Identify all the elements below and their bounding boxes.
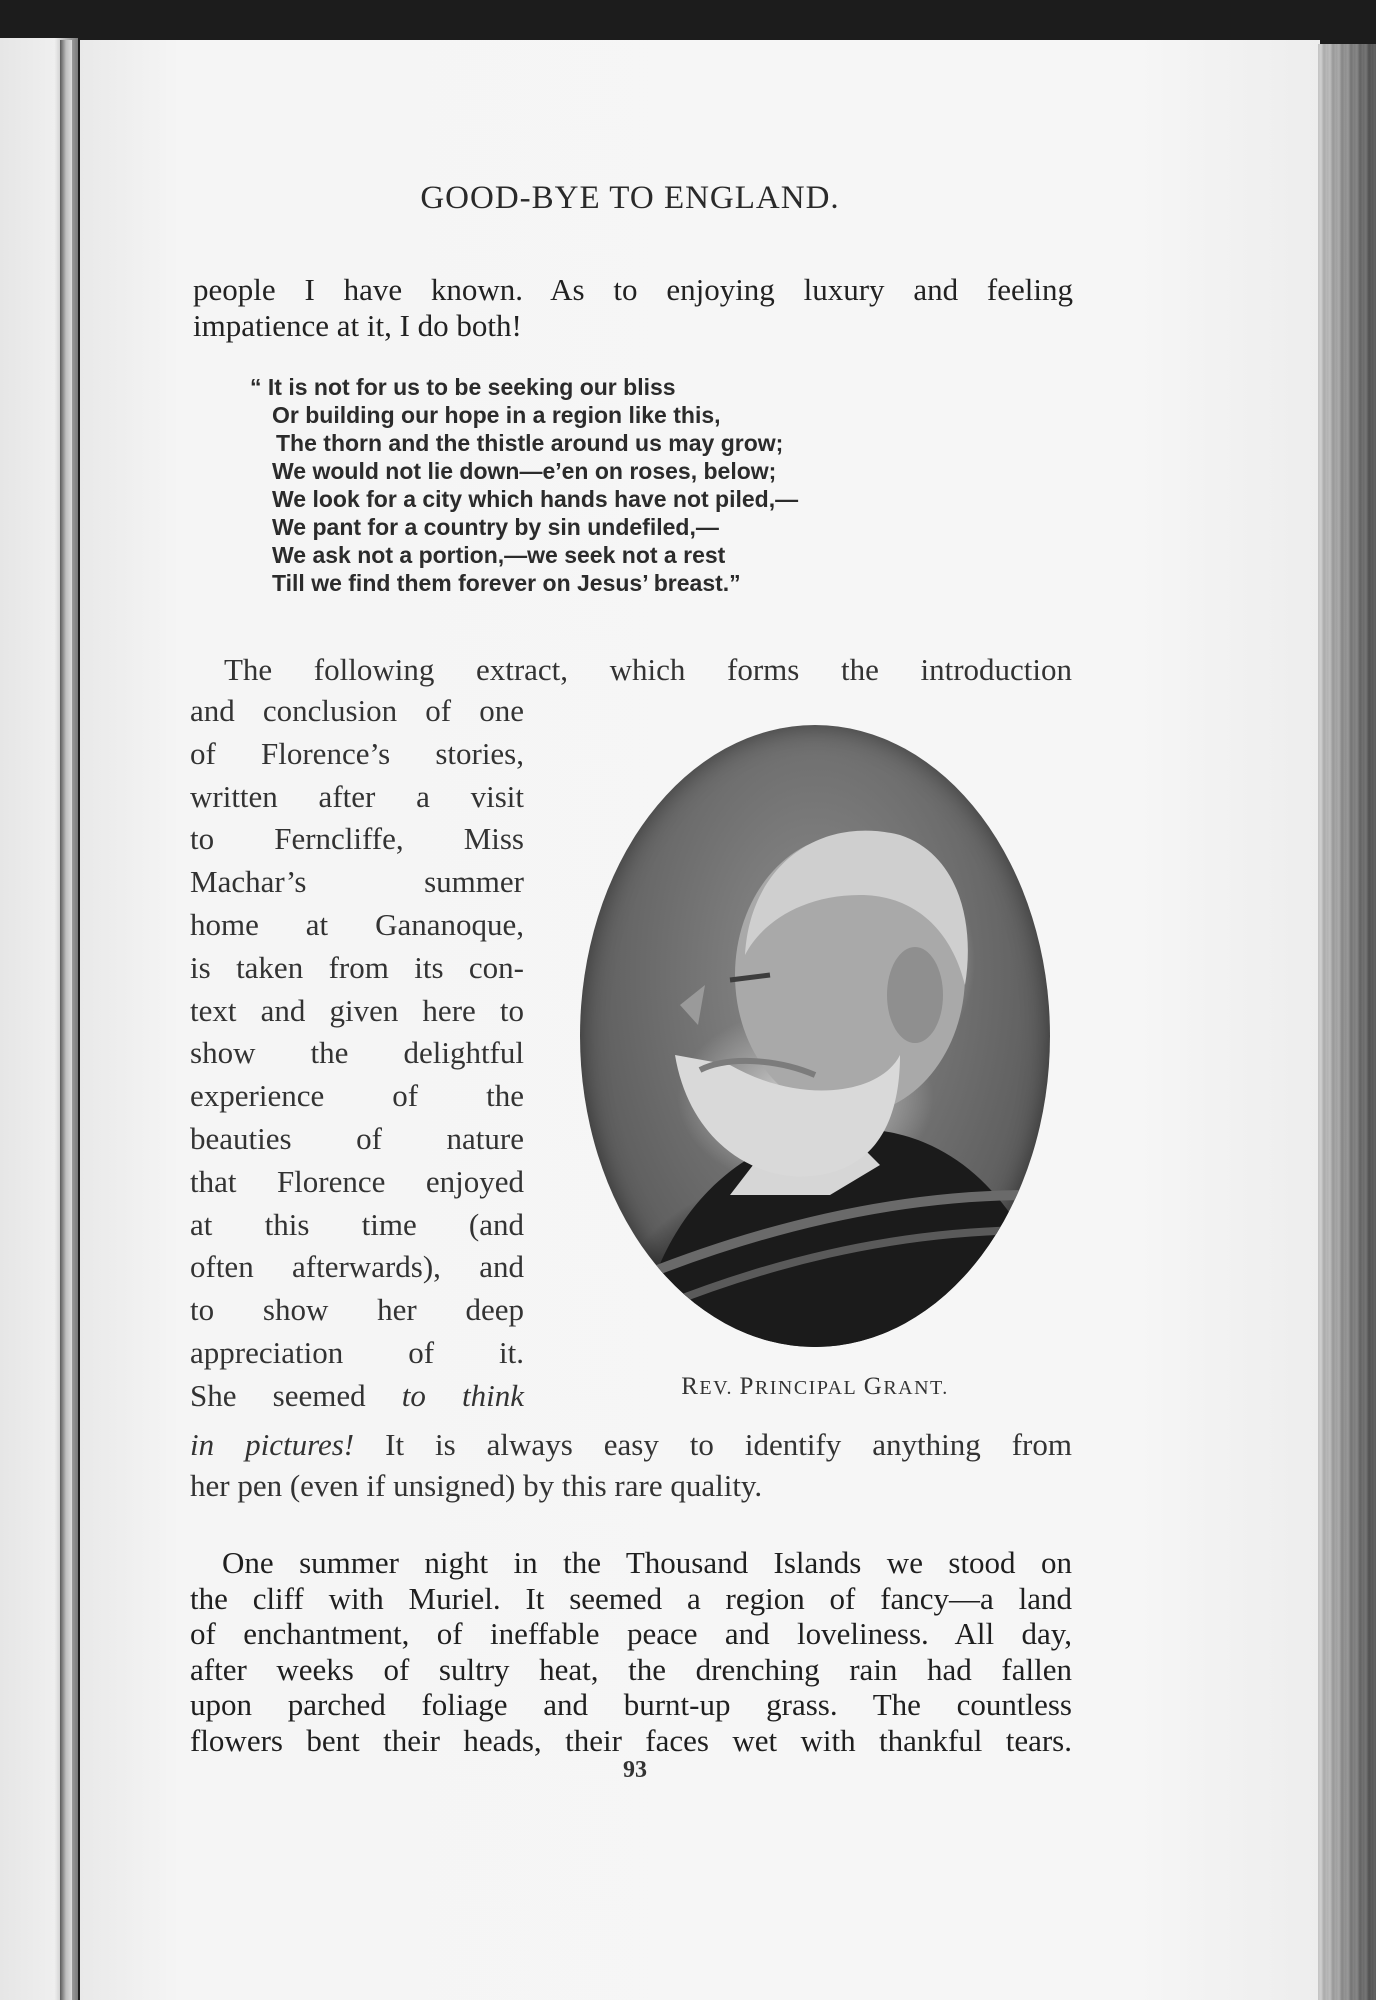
italic-to-think: to think: [401, 1377, 524, 1413]
intro-paragraph: [193, 272, 1073, 344]
intro-line-1: people I have known. As to enjoying luxury and feeling: [193, 272, 1073, 307]
poem-line-6: We pant for a country by sin undefiled,—: [272, 514, 719, 540]
extract-line: show the delightful: [190, 1035, 524, 1071]
extract-wrapped-column: [190, 690, 524, 1418]
extract-line: and conclusion of one: [190, 693, 524, 728]
extract-line: appreciation of it.: [190, 1334, 524, 1370]
portrait-figure: [580, 725, 1050, 1347]
poem-line-3: The thorn and the thistle around us may grow;: [276, 430, 784, 456]
story-paragraph: [190, 1545, 1072, 1758]
extract-line: that Florence enjoyed: [190, 1163, 524, 1199]
story-line-3: of enchantment, of ineffable peace and loveliness. All day,: [190, 1616, 1072, 1651]
italic-in-pictures: in pictures!: [190, 1427, 355, 1462]
extract-line-1: The following extract, which forms the introduction: [224, 652, 1072, 687]
extract-line-she-seemed: She seemed to think: [190, 1377, 524, 1413]
extract-line: experience of the: [190, 1078, 524, 1114]
poem-line-1: “ It is not for us to be seeking our bliss: [250, 374, 676, 400]
extract-line: beauties of nature: [190, 1120, 524, 1156]
extract-line: written after a visit: [190, 778, 524, 814]
extract-line: at this time (and: [190, 1206, 524, 1242]
extract-line: is taken from its con-: [190, 949, 524, 985]
running-head: GOOD-BYE TO ENGLAND.: [420, 180, 840, 216]
story-line-4: after weeks of sultry heat, the drenching rain had fallen: [190, 1651, 1072, 1687]
extract-line: to Ferncliffe, Miss: [190, 821, 524, 857]
poem-line-7: We ask not a portion,—we seek not a rest: [272, 542, 726, 568]
story-line-5: upon parched foliage and burnt-up grass. The countless: [190, 1687, 1072, 1722]
portrait-caption: REV. PRINCIPAL GRANT.: [681, 1373, 949, 1400]
story-line-6: flowers bent their heads, their faces wet with thankful tears.: [190, 1722, 1072, 1758]
extract-line: text and given here to: [190, 992, 524, 1028]
poem-line-5: We look for a city which hands have not piled,—: [272, 486, 799, 512]
poem-line-8: Till we find them forever on Jesus’ breast.”: [272, 570, 741, 596]
page-edges: [1318, 44, 1376, 2000]
poem-line-2: Or building our hope in a region like this,: [272, 402, 721, 428]
poem-line-4: We would not lie down—e’en on roses, below;: [272, 458, 777, 484]
extract-tail-line-1: in pictures! It is always easy to identify anything from: [190, 1427, 1072, 1462]
extract-line: home at Gananoque,: [190, 906, 524, 942]
extract-line: to show her deep: [190, 1292, 524, 1328]
extract-line: of Florence’s stories,: [190, 735, 524, 771]
poem-quotation: [250, 373, 1010, 597]
extract-first-line: [224, 652, 1072, 688]
story-line-2: the cliff with Muriel. It seemed a region of fancy—a land: [190, 1580, 1072, 1616]
extract-line: Machar’s summer: [190, 864, 524, 900]
book-gutter: [60, 40, 72, 2000]
page-number: 93: [623, 1757, 647, 1783]
extract-line: often afterwards), and: [190, 1249, 524, 1285]
extract-tail: [190, 1424, 1072, 1506]
intro-line-2: impatience at it, I do both!: [193, 308, 522, 343]
story-line-1: One summer night in the Thousand Islands we stood on: [222, 1545, 1072, 1580]
extract-tail-line-2: her pen (even if unsigned) by this rare quality.: [190, 1468, 763, 1503]
portrait-photo: [580, 725, 1050, 1347]
